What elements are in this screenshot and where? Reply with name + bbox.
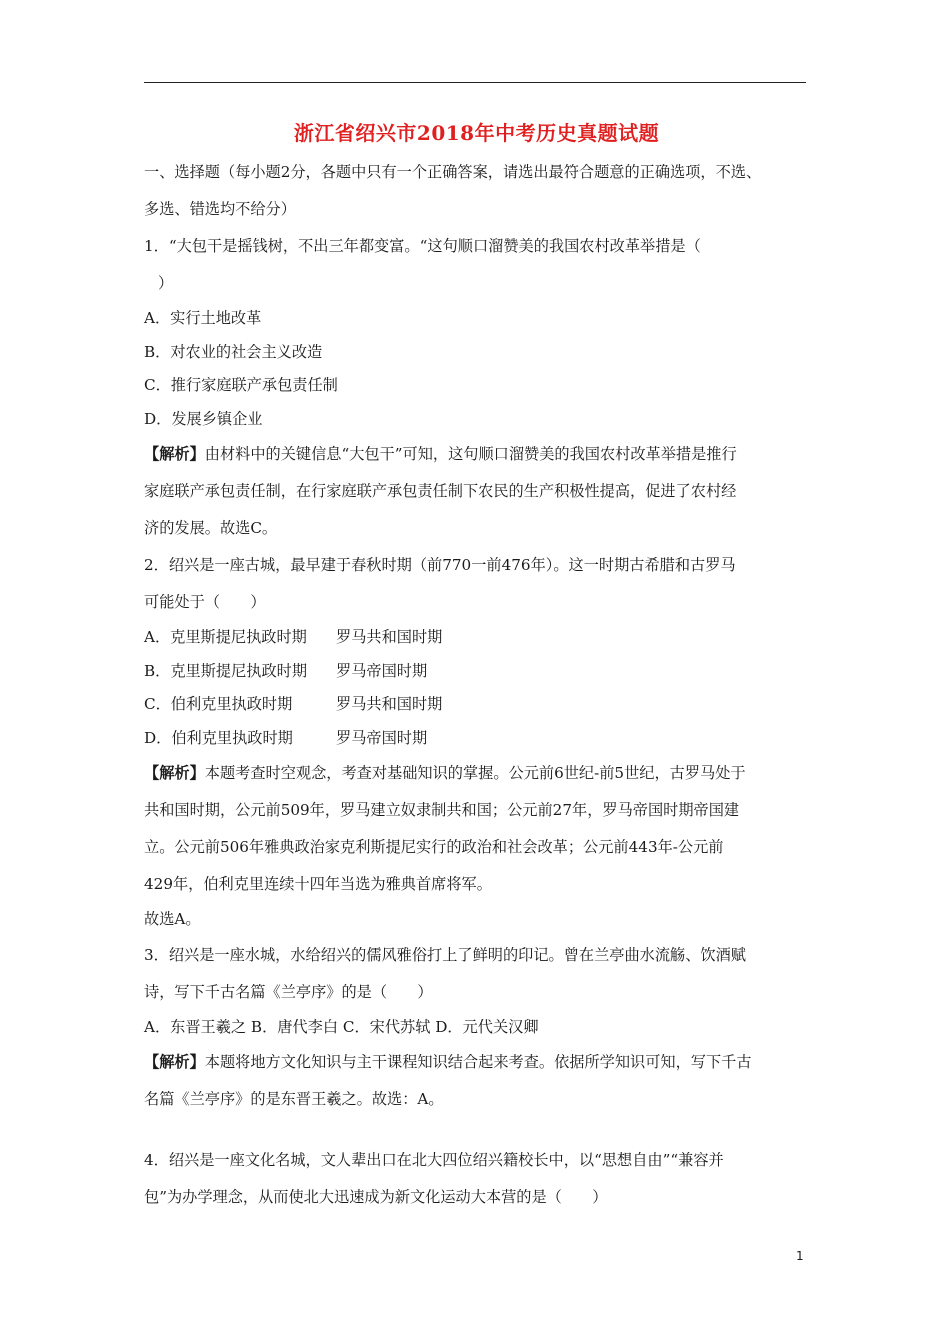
spacer	[144, 1118, 809, 1142]
analysis-label: 【解析】	[144, 764, 205, 782]
q1-option-a: A．实行土地改革	[144, 309, 262, 327]
q2-analysis-line-3: 立。公元前506年雅典政治家克利斯提尼实行的政治和社会改革；公元前443年-公元前	[144, 838, 724, 856]
q1-analysis-text-1: 由材料中的关键信息“大包干”可知，这句顺口溜赞美的我国农村改革举措是推行	[204, 445, 737, 463]
q2-option-a	[144, 621, 809, 655]
q2-analysis-line-4: 429年，伯利克里连续十四年当选为雅典首席将军。	[144, 875, 492, 893]
q2-option-d-right: 罗马帝国时期	[336, 728, 428, 747]
q2-option-c-left: C．伯利克里执政时期	[144, 695, 293, 713]
q2-stem-line-1: 2．绍兴是一座古城，最早建于春秋时期（前770一前476年）。这一时期古希腊和古罗马	[144, 556, 736, 574]
q1-analysis-line-3: 济的发展。故选C。	[144, 519, 278, 537]
section-intro-line-2: 多选、错选均不给分）	[144, 200, 296, 218]
q2-option-b	[144, 655, 809, 689]
q1-option-d: D．发展乡镇企业	[144, 409, 263, 428]
document-body	[144, 118, 809, 1216]
page-number: 1	[796, 1249, 804, 1263]
q2-analysis-line-1	[144, 755, 809, 792]
q2-option-d-left: D．伯利克里执政时期	[144, 728, 293, 747]
q1-option-b: B．对农业的社会主义改造	[144, 342, 323, 361]
q2-option-c	[144, 688, 809, 722]
question-1	[144, 228, 809, 547]
q2-option-b-left: B．克里斯提尼执政时期	[144, 661, 308, 680]
q2-answer: 故选A。	[144, 910, 201, 928]
question-3	[144, 937, 809, 1119]
page-title: 浙江省绍兴市2018年中考历史真题试题	[293, 121, 660, 145]
q2-option-a-right: 罗马共和国时期	[336, 628, 443, 646]
q1-stem-line-2: ）	[158, 274, 174, 292]
q2-option-c-right: 罗马共和国时期	[336, 695, 443, 713]
q3-analysis-text-1: 本题将地方文化知识与主干课程知识结合起来考查。依据所学知识可知，写下千古	[204, 1053, 752, 1071]
q3-options: A．东晋王羲之 B．唐代李白 C．宋代苏轼 D．元代关汉卿	[144, 1017, 539, 1036]
q2-option-a-left: A．克里斯提尼执政时期	[144, 628, 307, 646]
q1-stem-line-1: 1．“大包干是摇钱树，不出三年都变富。“这句顺口溜赞美的我国农村改革举措是（	[144, 237, 701, 255]
analysis-label: 【解析】	[144, 445, 205, 463]
q1-analysis-line-1	[144, 436, 809, 473]
analysis-label: 【解析】	[144, 1053, 205, 1071]
section-intro-line-1: 一、选择题（每小题2分，各题中只有一个正确答案，请选出最符合题意的正确选项，不选、	[144, 163, 762, 181]
header-rule	[144, 82, 806, 83]
q3-analysis-line-1	[144, 1044, 809, 1081]
q4-stem-line-1: 4．绍兴是一座文化名城，文人辈出口在北大四位绍兴籍校长中，以“思想自由”“兼容并	[144, 1151, 724, 1169]
q1-analysis-line-2: 家庭联产承包责任制，在行家庭联产承包责任制下农民的生产积极性提高，促进了农村经	[144, 482, 737, 500]
q4-stem-line-2: 包”为办学理念，从而使北大迅速成为新文化运动大本营的是（ ）	[144, 1188, 608, 1206]
q3-stem-line-1: 3．绍兴是一座水城，水给绍兴的儒风雅俗打上了鲜明的印记。曾在兰亭曲水流觞、饮酒赋	[144, 945, 746, 964]
q3-stem-line-2: 诗，写下千古名篇《兰亭序》的是（ ）	[144, 982, 433, 1001]
question-4	[144, 1142, 809, 1216]
question-2	[144, 547, 809, 937]
q2-option-b-right: 罗马帝国时期	[336, 661, 428, 680]
q2-analysis-text-1: 本题考查时空观念，考查对基础知识的掌握。公元前6世纪-前5世纪，古罗马处于	[204, 764, 746, 782]
q2-option-d	[144, 722, 809, 756]
q2-stem-line-2: 可能处于（ ）	[144, 593, 266, 611]
q1-option-c: C．推行家庭联产承包责任制	[144, 376, 338, 394]
q2-analysis-line-2: 共和国时期，公元前509年，罗马建立奴隶制共和国；公元前27年，罗马帝国时期帝国建	[144, 801, 740, 819]
q3-analysis-line-2: 名篇《兰亭序》的是东晋王羲之。故选：A。	[144, 1090, 444, 1108]
